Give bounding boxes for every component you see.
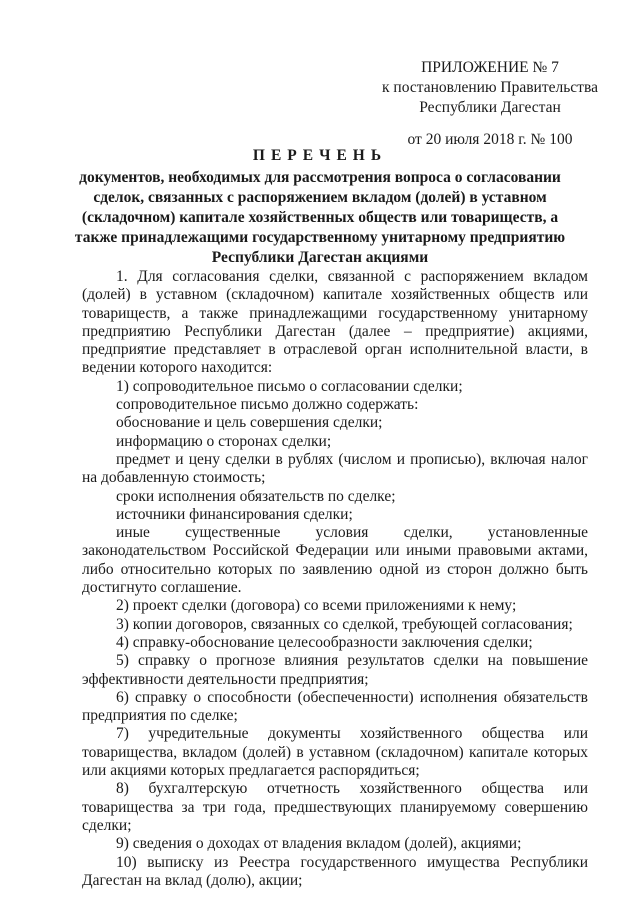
paragraph: информацию о сторонах сделки; (116, 432, 332, 450)
document-heading (60, 146, 580, 268)
paragraph: 1) сопроводительное письмо о согласовании сделки; (116, 377, 463, 395)
appendix-block (360, 58, 620, 150)
appendix-date: от 20 июля 2018 г. № 100 (407, 131, 573, 148)
paragraph: 6) справку о способности (обеспеченности) исполнения обязательств предприятия по сделке; (82, 688, 588, 725)
paragraph: 9) сведения о доходах от владения вкладом (долей), акциями; (116, 835, 522, 853)
paragraph: источники финансирования сделки; (116, 505, 353, 523)
document-subtitle: документов, необходимых для рассмотрения вопроса о согласовании сделок, связанных с распоряжением вкладом (долей) в уставном (складочном) капитале хозяйственных обществ или товариществ, а также принадлежащими государственному унитарному предприятию Республики Дагестан акциями (74, 169, 566, 266)
paragraph: 1. Для согласования сделки, связанной с распоряжением вкладом (долей) в уставном (складочном) капитале хозяйственных обществ или товариществ, а также принадлежащими государственному унитарному предприятию Республики Дагестан (далее – предприятие) акциями, предприятие представляет в отраслевой орган исполнительной власти, в ведении которого находится: (82, 268, 588, 377)
appendix-line-1: к постановлению Правительства (382, 79, 598, 96)
paragraph: сроки исполнения обязательств по сделке; (116, 487, 396, 505)
paragraph: 10) выписку из Реестра государственного имущества Республики Дагестан на вклад (долю), акции; (82, 853, 588, 889)
paragraph: 4) справку-обоснование целесообразности заключения сделки; (116, 633, 533, 651)
paragraph: предмет и цену сделки в рублях (числом и прописью), включая налог на добавленную стоимость; (82, 450, 588, 487)
appendix-title: ПРИЛОЖЕНИЕ № 7 (421, 59, 559, 76)
paragraph: 8) бухгалтерскую отчетность хозяйственного общества или товарищества за три года, предшествующих планируемому совершению сделки; (82, 780, 588, 834)
appendix-line-2: Республики Дагестан (419, 99, 561, 116)
paragraph: 5) справку о прогнозе влияния результатов сделки на повышение эффективности деятельности предприятия; (82, 652, 588, 688)
document-title: ПЕРЕЧЕНЬ (252, 147, 388, 164)
paragraph: 7) учредительные документы хозяйственного общества или товарищества, вкладом (долей) в уставном (складочном) капитале которых или акциями которых предлагается распорядиться; (82, 725, 588, 780)
paragraph: обоснование и цель совершения сделки; (116, 414, 383, 432)
document-body (82, 268, 588, 890)
paragraph: иные существенные условия сделки, установленные законодательством Российской Федерации или иными правовыми актами, либо относительно которых по заявлению одной из сторон должно быть достигнуто соглашение. (82, 524, 588, 597)
paragraph: 3) копии договоров, связанных со сделкой, требующей согласования; (116, 615, 573, 633)
paragraph: сопроводительное письмо должно содержать: (116, 396, 419, 414)
paragraph: 2) проект сделки (договора) со всеми приложениями к нему; (116, 597, 517, 615)
